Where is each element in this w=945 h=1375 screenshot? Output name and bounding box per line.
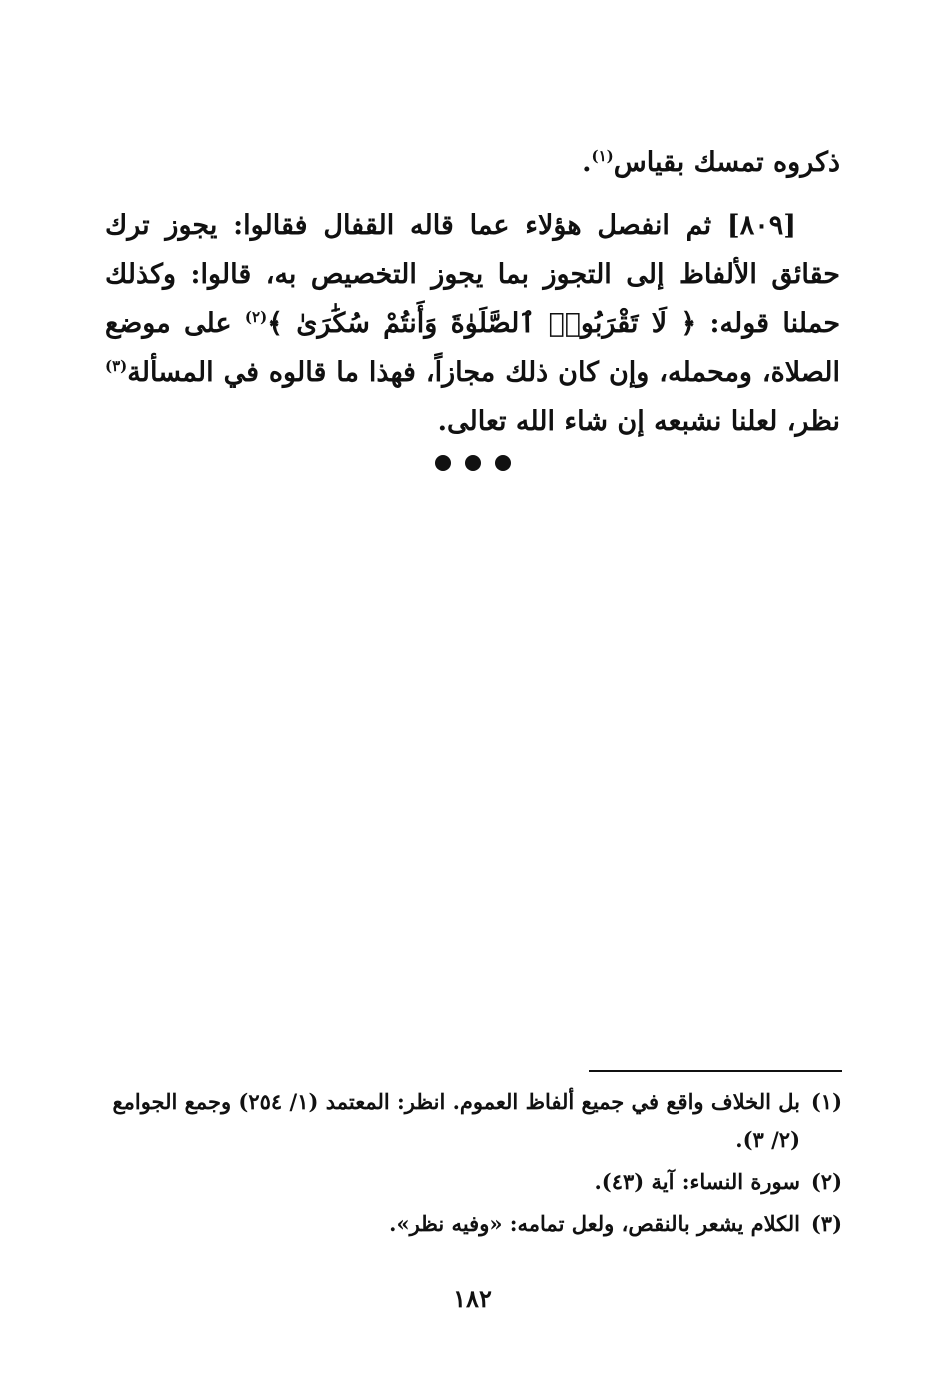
separator-dot [495, 455, 511, 471]
footnote-number: (٢) [810, 1169, 842, 1194]
footnote-number: (٣) [810, 1211, 842, 1236]
footnote-divider [589, 1070, 842, 1072]
footnote-marker-2[interactable]: (٢) [244, 308, 268, 326]
footnote-marker-1[interactable]: (١) [591, 147, 614, 165]
paragraph-text-b: على موضع الصلاة، ومحمله، وإن كان ذلك مجازاً، فهذا ما قالوه في المسألة [105, 308, 840, 388]
separator-dot [435, 455, 451, 471]
section-separator [0, 455, 945, 471]
separator-dot [465, 455, 481, 471]
page-number: ١٨٢ [453, 1284, 492, 1313]
footnote-text: سورة النساء: آية (٤٣). [594, 1169, 800, 1194]
body-text [105, 138, 840, 446]
quran-verse: ﴿ لَا تَقْرَبُوا۟ ٱلصَّلَوٰةَ وَأَنتُمْ سُكَٰرَىٰ ﴾ [267, 308, 697, 339]
footnote-text: بل الخلاف واقع في جميع ألفاظ العموم. انظر: المعتمد (١/ ٢٥٤) وجمع الجوامع (٢/ ٣). [112, 1089, 800, 1152]
footnote-marker-3[interactable]: (٣) [105, 357, 128, 375]
footnote-3 [97, 1205, 842, 1243]
paragraph-end: . [582, 147, 592, 178]
paragraph-809 [105, 201, 840, 446]
paragraph-text-c: نظر، لعلنا نشبعه إن شاء الله تعالى. [437, 406, 840, 437]
footnotes [97, 1083, 842, 1247]
footnote-number: (١) [810, 1089, 842, 1114]
footnote-2 [97, 1163, 842, 1201]
footnote-text: الكلام يشعر بالنقص، ولعل تمامه: «وفيه نظر». [389, 1211, 800, 1236]
footnote-1 [97, 1083, 842, 1159]
paragraph-number: [٨٠٩] [726, 210, 796, 241]
paragraph-text-a: ثم انفصل هؤلاء عما قاله القفال فقالوا: يجوز ترك حقائق الألفاظ إلى التجوز بما يجوز التخصيص به، قالوا: وكذلك حملنا قوله: [105, 210, 841, 339]
paragraph-continued [105, 138, 840, 187]
paragraph-text: ذكروه تمسك بقياس [613, 147, 840, 178]
